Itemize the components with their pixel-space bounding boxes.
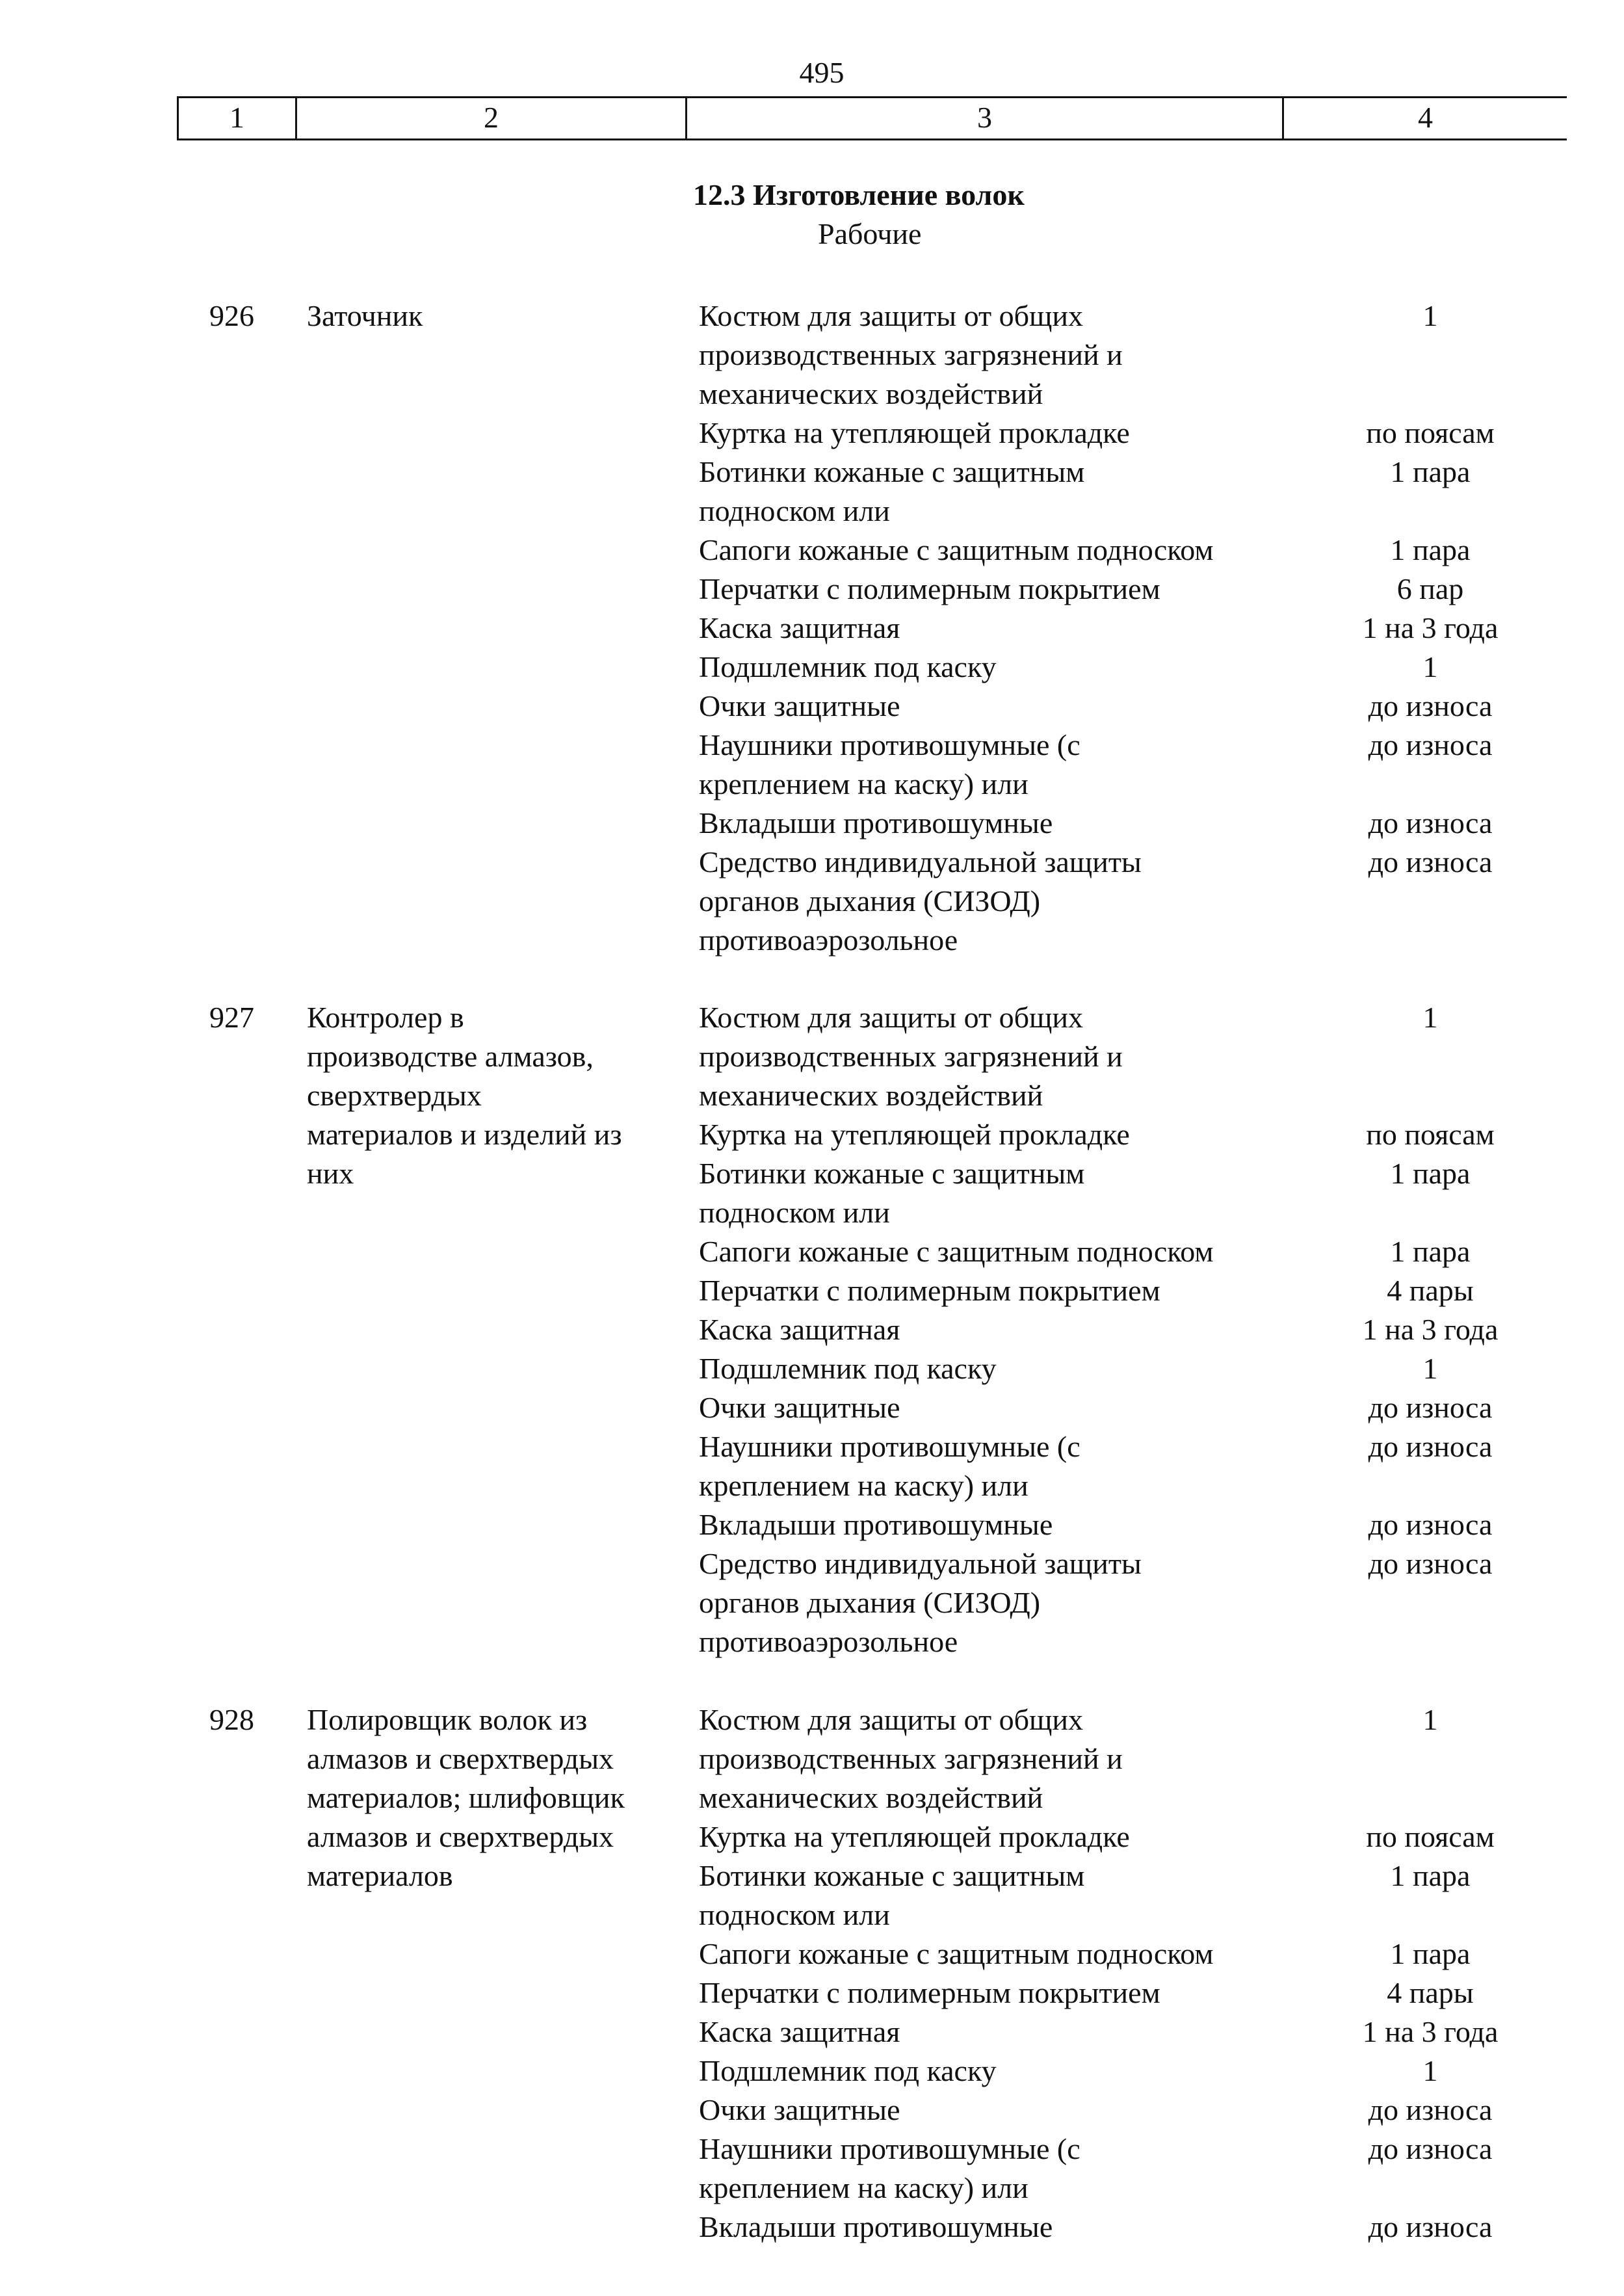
protective-item-norm: 1 на 3 года	[1362, 2015, 1499, 2048]
entry-number: 926	[209, 299, 254, 332]
protective-item-norm: 1 пара	[1390, 455, 1471, 488]
protective-item-line: Каска защитная	[699, 611, 900, 644]
protective-item-norm: по поясам	[1366, 416, 1495, 449]
protective-item-line: Средство индивидуальной защиты	[699, 1547, 1142, 1580]
protective-item-line: Вкладыши противошумные	[699, 2210, 1053, 2243]
protective-item-norm: 4 пары	[1387, 1976, 1474, 2009]
protective-item-norm: 1 пара	[1390, 1859, 1471, 1892]
protective-item-name	[699, 570, 1284, 609]
protective-item-line: производственных загрязнений и	[699, 1742, 1123, 1775]
protective-item-line: подноском или	[699, 494, 890, 527]
protective-item-line: Сапоги кожаные с защитным подноском	[699, 1937, 1214, 1970]
protective-item-line: Сапоги кожаные с защитным подноском	[699, 533, 1214, 566]
table-header-col-4: 4	[1282, 98, 1567, 139]
protective-item-name	[699, 1505, 1284, 1544]
protective-item-name	[699, 297, 1284, 414]
profession-line: Заточник	[307, 299, 423, 332]
table-header-col-1: 1	[177, 98, 295, 139]
protective-item-norm: 1	[1422, 2054, 1438, 2087]
protective-item-name	[699, 2012, 1284, 2052]
protective-item-name	[699, 453, 1284, 531]
protective-item-name	[699, 804, 1284, 843]
section-title: 12.3 Изготовление волок	[693, 178, 1025, 211]
protective-item-line: Костюм для защиты от общих	[699, 1703, 1084, 1736]
protective-item-norm: до износа	[1368, 728, 1493, 761]
table-header-col-3: 3	[685, 98, 1282, 139]
protective-item-line: механических воздействий	[699, 1781, 1043, 1814]
protective-item-name	[699, 2208, 1284, 2247]
protective-item-norm: 1 на 3 года	[1362, 1313, 1499, 1346]
protective-item-line: подноском или	[699, 1196, 890, 1229]
protective-item-norm: 4 пары	[1387, 1274, 1474, 1307]
profession-line: алмазов и сверхтвердых	[307, 1820, 614, 1853]
protective-item-norm: до износа	[1368, 1430, 1493, 1463]
profession-line: Контролер в	[307, 1001, 464, 1034]
profession-line: материалов	[307, 1859, 453, 1892]
section-subtitle: Рабочие	[818, 217, 922, 250]
protective-item-line: Очки защитные	[699, 689, 900, 722]
protective-item-line: органов дыхания (СИЗОД)	[699, 1586, 1041, 1619]
protective-item-norm: 1	[1422, 1703, 1438, 1736]
protective-item-line: Костюм для защиты от общих	[699, 299, 1084, 332]
protective-item-line: Наушники противошумные (с	[699, 1430, 1080, 1463]
protective-item-line: Перчатки с полимерным покрытием	[699, 572, 1160, 605]
protective-item-norm: 6 пар	[1396, 572, 1464, 605]
protective-item-name	[699, 1388, 1284, 1427]
protective-item-line: Куртка на утепляющей прокладке	[699, 416, 1130, 449]
protective-item-name	[699, 1427, 1284, 1505]
protective-item-name	[699, 2052, 1284, 2091]
protective-item-line: Очки защитные	[699, 1391, 900, 1424]
profession-name	[307, 297, 684, 336]
protective-item-norm: до износа	[1368, 1547, 1493, 1580]
protective-item-line: Ботинки кожаные с защитным	[699, 1859, 1085, 1892]
protective-item-norm: 1	[1422, 299, 1438, 332]
protective-item-line: Перчатки с полимерным покрытием	[699, 1976, 1160, 2009]
protective-item-name	[699, 648, 1284, 687]
protective-item-norm: до износа	[1368, 2132, 1493, 2165]
protective-item-name	[699, 531, 1284, 570]
protective-item-name	[699, 1271, 1284, 1310]
protective-item-norm: до износа	[1368, 2093, 1493, 2126]
protective-item-norm: по поясам	[1366, 1820, 1495, 1853]
protective-item-norm: 1	[1422, 1352, 1438, 1385]
protective-item-line: Куртка на утепляющей прокладке	[699, 1820, 1130, 1853]
protective-item-name	[699, 687, 1284, 726]
protective-item-norm: 1 пара	[1390, 1937, 1471, 1970]
protective-item-norm: 1 пара	[1390, 1157, 1471, 1190]
protective-item-name	[699, 1700, 1284, 1817]
protective-item-norm: до износа	[1368, 845, 1493, 878]
protective-item-line: Ботинки кожаные с защитным	[699, 1157, 1085, 1190]
protective-item-line: механических воздействий	[699, 1079, 1043, 1112]
protective-item-line: Перчатки с полимерным покрытием	[699, 1274, 1160, 1307]
protective-item-line: противоаэрозольное	[699, 923, 958, 957]
protective-item-norm: до износа	[1368, 2210, 1493, 2243]
protective-item-norm: 1 пара	[1390, 1235, 1471, 1268]
protective-item-name	[699, 1856, 1284, 1934]
protective-item-name	[699, 1115, 1284, 1154]
protective-item-line: Костюм для защиты от общих	[699, 1001, 1084, 1034]
protective-item-name	[699, 843, 1284, 960]
protective-item-name	[699, 1934, 1284, 1973]
protective-item-name	[699, 1232, 1284, 1271]
protective-item-name	[699, 609, 1284, 648]
protective-item-line: Каска защитная	[699, 2015, 900, 2048]
profession-line: материалов и изделий из	[307, 1118, 622, 1151]
page-number: 495	[799, 56, 845, 89]
profession-name	[307, 1700, 684, 1895]
protective-item-norm: 1	[1422, 650, 1438, 683]
entry-number: 927	[209, 1001, 254, 1034]
protective-item-line: Наушники противошумные (с	[699, 728, 1080, 761]
protective-item-name	[699, 998, 1284, 1115]
protective-item-line: противоаэрозольное	[699, 1625, 958, 1658]
protective-item-line: производственных загрязнений и	[699, 338, 1123, 371]
protective-item-line: креплением на каску) или	[699, 767, 1028, 800]
profession-line: них	[307, 1157, 354, 1190]
protective-item-name	[699, 726, 1284, 804]
protective-item-norm: 1	[1422, 1001, 1438, 1034]
protective-item-line: креплением на каску) или	[699, 1469, 1028, 1502]
protective-item-line: Вкладыши противошумные	[699, 1508, 1053, 1541]
protective-item-norm: до износа	[1368, 806, 1493, 839]
protective-item-name	[699, 2091, 1284, 2130]
profession-name	[307, 998, 684, 1193]
protective-item-line: Сапоги кожаные с защитным подноском	[699, 1235, 1214, 1268]
protective-item-name	[699, 1544, 1284, 1661]
protective-item-line: Куртка на утепляющей прокладке	[699, 1118, 1130, 1151]
profession-line: Полировщик волок из	[307, 1703, 588, 1736]
protective-item-norm: 1 на 3 года	[1362, 611, 1499, 644]
protective-item-line: производственных загрязнений и	[699, 1040, 1123, 1073]
protective-item-line: Подшлемник под каску	[699, 1352, 997, 1385]
protective-item-norm: до износа	[1368, 689, 1493, 722]
protective-item-norm: до износа	[1368, 1391, 1493, 1424]
profession-line: алмазов и сверхтвердых	[307, 1742, 614, 1775]
protective-item-line: Средство индивидуальной защиты	[699, 845, 1142, 878]
protective-item-line: Ботинки кожаные с защитным	[699, 455, 1085, 488]
protective-item-name	[699, 1973, 1284, 2012]
protective-item-name	[699, 1817, 1284, 1856]
protective-item-name	[699, 2130, 1284, 2208]
protective-item-name	[699, 414, 1284, 453]
protective-item-line: Подшлемник под каску	[699, 2054, 997, 2087]
profession-line: материалов; шлифовщик	[307, 1781, 625, 1814]
protective-item-line: подноском или	[699, 1898, 890, 1931]
protective-item-line: Очки защитные	[699, 2093, 900, 2126]
protective-item-name	[699, 1310, 1284, 1349]
profession-line: производстве алмазов,	[307, 1040, 594, 1073]
protective-item-line: органов дыхания (СИЗОД)	[699, 884, 1041, 917]
entry-number: 928	[209, 1703, 254, 1736]
protective-item-norm: до износа	[1368, 1508, 1493, 1541]
protective-item-line: Каска защитная	[699, 1313, 900, 1346]
profession-line: сверхтвердых	[307, 1079, 482, 1112]
protective-item-norm: 1 пара	[1390, 533, 1471, 566]
protective-item-line: Подшлемник под каску	[699, 650, 997, 683]
protective-item-name	[699, 1349, 1284, 1388]
protective-item-norm: по поясам	[1366, 1118, 1495, 1151]
protective-item-line: Наушники противошумные (с	[699, 2132, 1080, 2165]
protective-item-name	[699, 1154, 1284, 1232]
protective-item-line: механических воздействий	[699, 377, 1043, 410]
table-header-col-2: 2	[295, 98, 685, 139]
protective-item-line: креплением на каску) или	[699, 2171, 1028, 2204]
table-header-row	[177, 96, 1567, 140]
protective-item-line: Вкладыши противошумные	[699, 806, 1053, 839]
